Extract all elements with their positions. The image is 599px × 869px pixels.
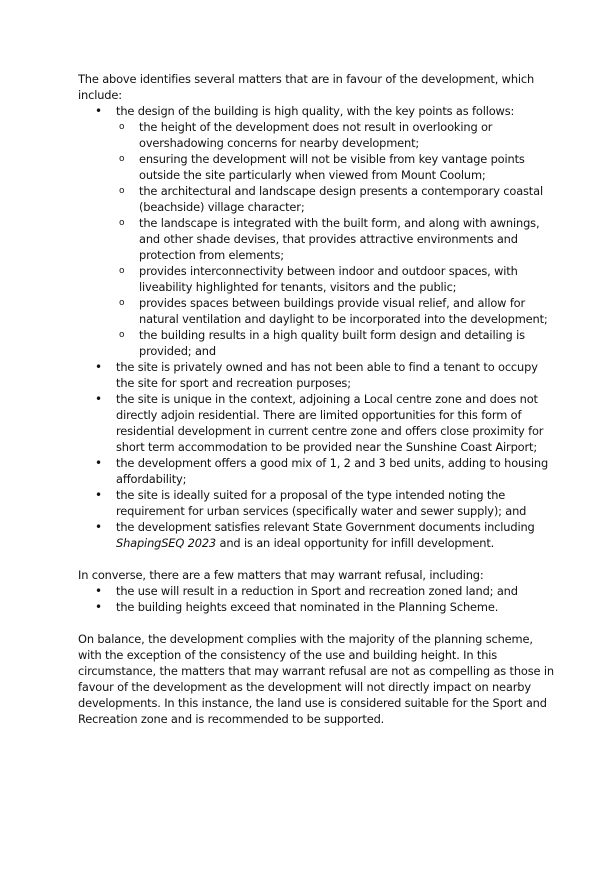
favour-item: • the development offers a good mix of 1, 2 and 3 bed units, adding to housing affordability; [78, 455, 558, 487]
conclusion-paragraph: On balance, the development complies with the majority of the planning scheme, with the exception of the consistency of the use and building height. In this circumstance, the matters that may warrant refusal are not as compelling as those in favour of the development as the development will not directly impact on nearby developments. In this instance, the land use is considered suitable for the Sport and Recreation zone and is recommended to be supported. [78, 632, 554, 726]
favour-item-text: the development satisfies relevant State Government documents including [116, 520, 535, 534]
refusal-item: • the building heights exceed that nominated in the Planning Scheme. [78, 599, 558, 615]
favour-item: • the site is ideally suited for a proposal of the type intended noting the requirement for urban services (specifically water and sewer supply); and [78, 487, 558, 519]
design-points-list [116, 119, 558, 359]
paragraph-gap [78, 615, 558, 631]
design-point: o the height of the development does not result in overlooking or overshadowing concerns for nearby development; [116, 119, 558, 151]
intro-paragraph: The above identifies several matters that are in favour of the development, which include: [78, 72, 535, 102]
paragraph-gap [78, 551, 558, 567]
design-point: o provides spaces between buildings provide visual relief, and allow for natural ventilation and daylight to be incorporated into the development; [116, 295, 558, 327]
design-point: o provides interconnectivity between indoor and outdoor spaces, with liveability highlighted for tenants, visitors and the public; [116, 263, 558, 295]
design-point: o the landscape is integrated with the built form, and along with awnings, and other shade devises, that provides attractive environments and protection from elements; [116, 215, 558, 263]
design-point: o the architectural and landscape design presents a contemporary coastal (beachside) village character; [116, 183, 558, 215]
favour-item-shapingseq [78, 519, 558, 551]
favour-item-design [78, 103, 558, 359]
favour-item-text: and is an ideal opportunity for infill development. [216, 536, 495, 550]
favour-list [78, 103, 558, 551]
refusal-list [78, 583, 558, 615]
favour-item: • the site is privately owned and has not been able to find a tenant to occupy the site for sport and recreation purposes; [78, 359, 558, 391]
refusal-intro-paragraph: In converse, there are a few matters that may warrant refusal, including: [78, 568, 484, 582]
favour-item: • the site is unique in the context, adjoining a Local centre zone and does not directly adjoin residential. There are limited opportunities for this form of residential development in current centre zone and offers close proximity for short term accommodation to be provided near the Sunshine Coast Airport; [78, 391, 558, 455]
document-page [78, 71, 558, 727]
design-point: o the building results in a high quality built form design and detailing is provided; and [116, 327, 558, 359]
favour-item-text: the design of the building is high quality, with the key points as follows: [116, 104, 515, 118]
design-point: o ensuring the development will not be visible from key vantage points outside the site particularly when viewed from Mount Coolum; [116, 151, 558, 183]
refusal-item: • the use will result in a reduction in Sport and recreation zoned land; and [78, 583, 558, 599]
document-title-italic: ShapingSEQ 2023 [116, 536, 217, 550]
